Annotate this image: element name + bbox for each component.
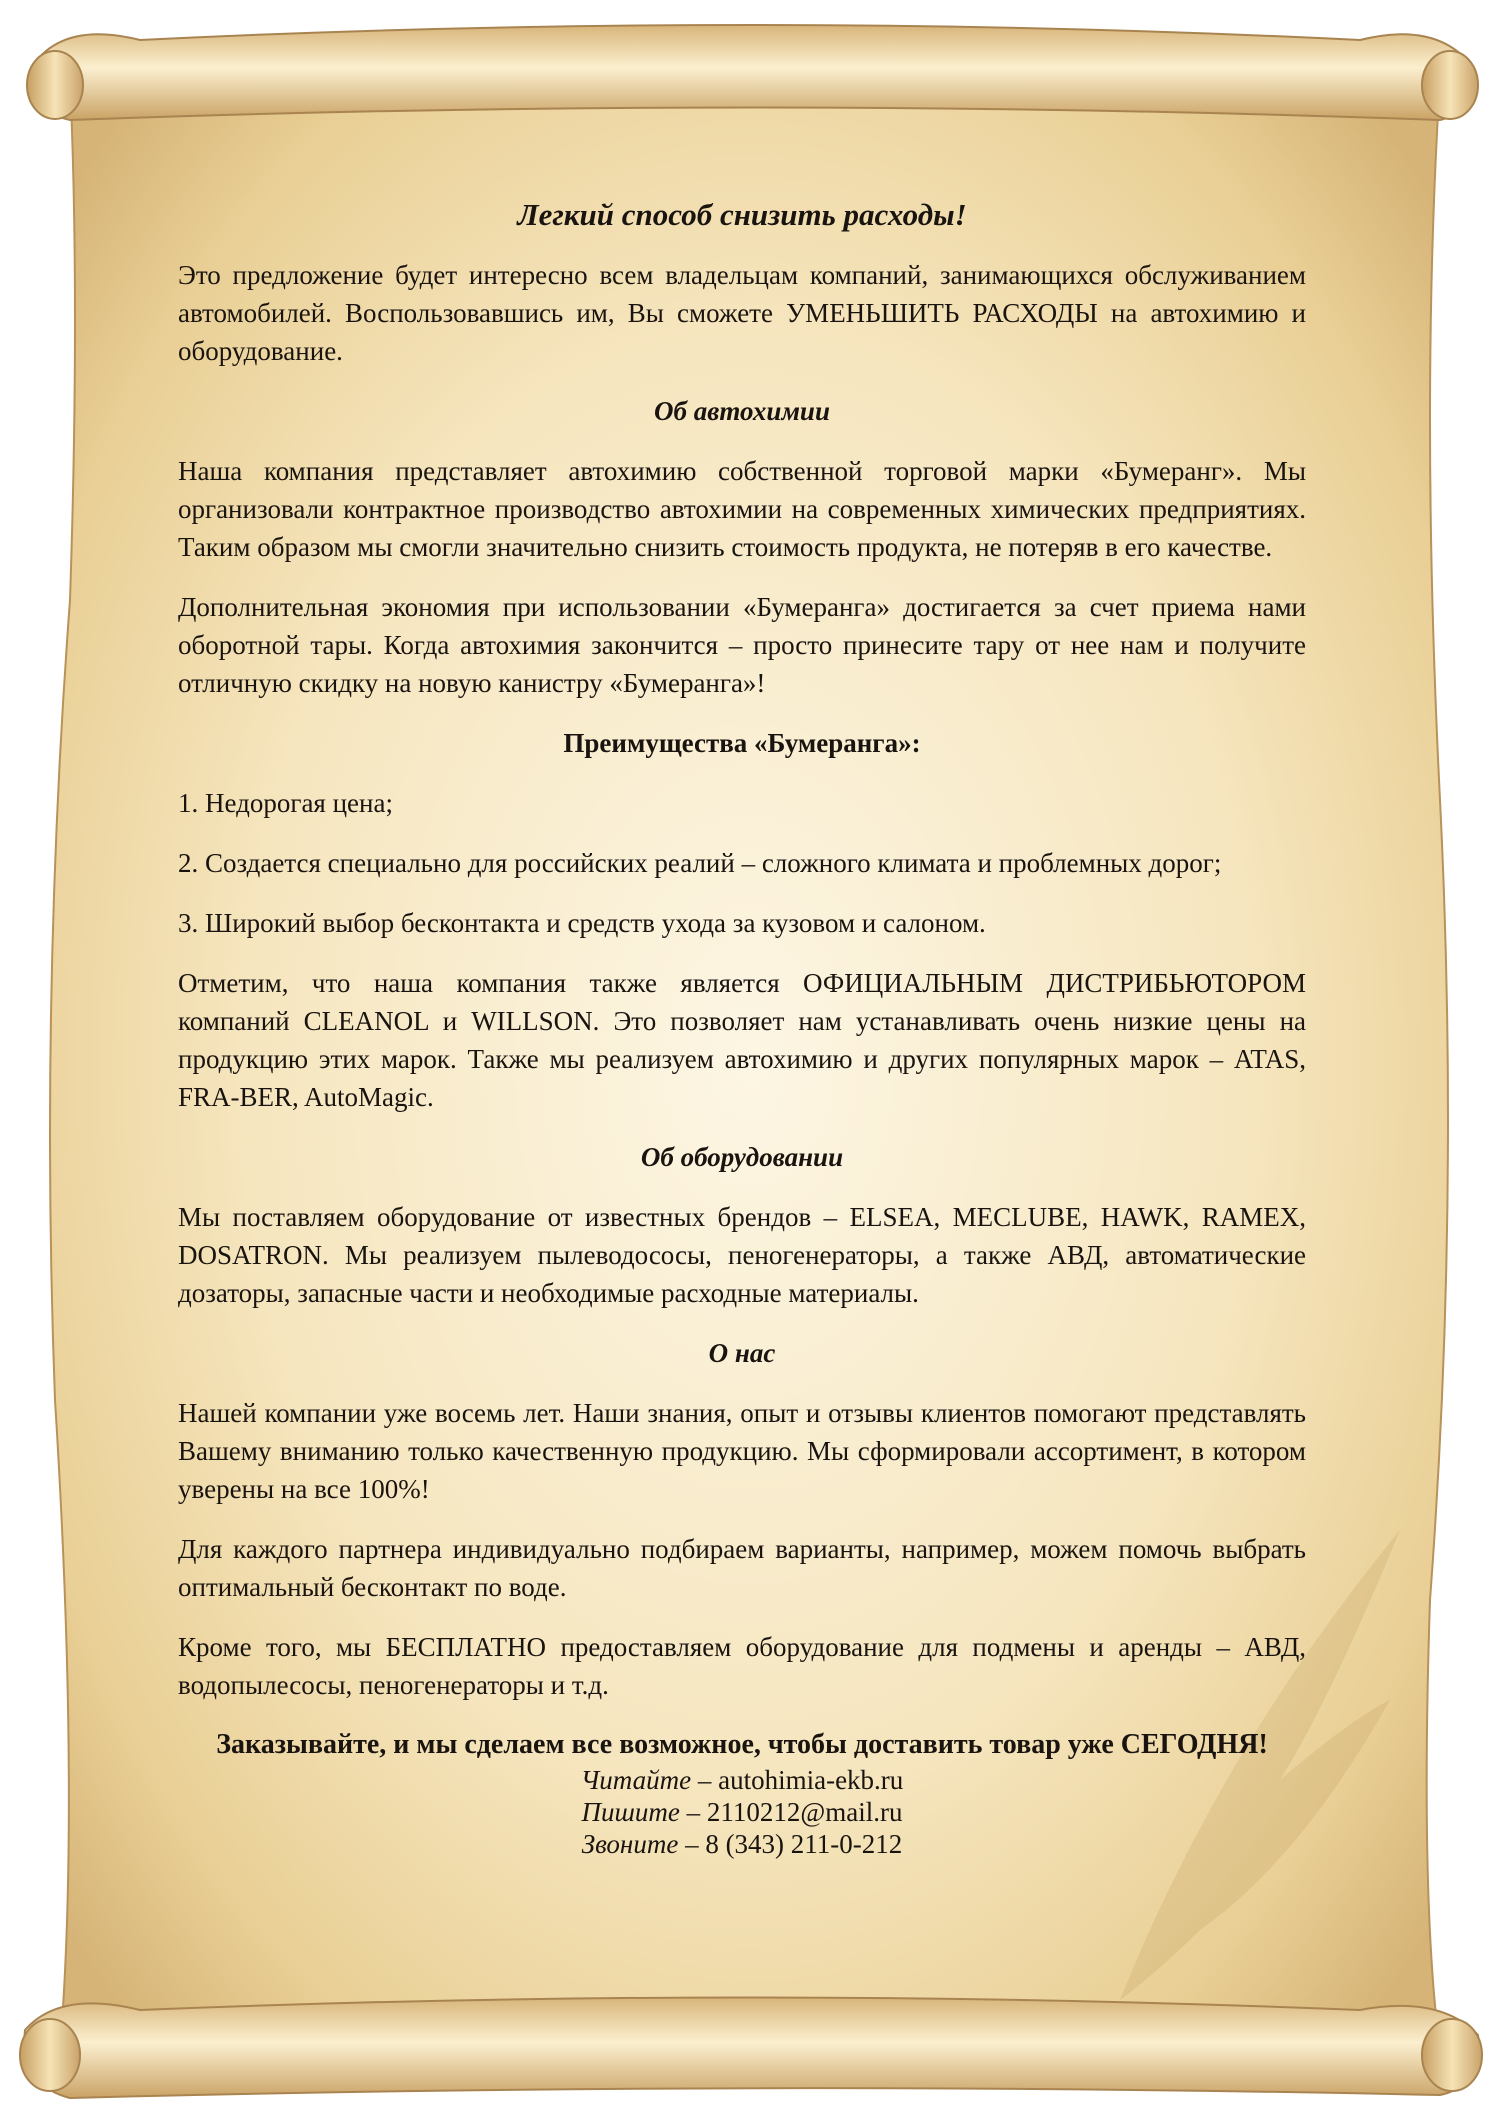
advantage-item: 3. Широкий выбор бесконтакта и средств ухода за кузовом и салоном. (178, 908, 986, 938)
about-paragraph-1: Нашей компании уже восемь лет. Наши знания, опыт и отзывы клиентов помогают представлять Вашему вниманию только качественную продукцию. Мы сформировали ассортимент, в котором уверены на все 100%! (178, 1398, 1306, 1504)
contact-line-site (178, 1764, 1306, 1796)
contact-label: Пишите (581, 1797, 680, 1827)
contact-separator: – (691, 1765, 719, 1795)
website-link[interactable]: autohimia-ekb.ru (718, 1765, 904, 1795)
section-heading-chem: Об автохимии (654, 396, 830, 426)
document-body (178, 196, 1306, 1860)
contacts-block (178, 1764, 1306, 1860)
email-link[interactable]: 2110212@mail.ru (706, 1797, 903, 1827)
contact-line-phone (178, 1828, 1306, 1860)
contact-line-email (178, 1796, 1306, 1828)
chem-paragraph-1: Наша компания представляет автохимию собственной торговой марки «Бумеранг». Мы организовали контрактное производство автохимии на современных химических предприятиях. Таким образом мы смогли значительно снизить стоимость продукта, не потеряв в его качестве. (178, 456, 1306, 562)
distributor-paragraph: Отметим, что наша компания также является ОФИЦИАЛЬНЫМ ДИСТРИБЬЮТОРОМ компаний CLEANOL и WILLSON. Это позволяет нам устанавливать очень низкие цены на продукцию этих марок. Также мы реализуем автохимию и других популярных марок – ATAS, FRA-BER, AutoMagic. (178, 968, 1306, 1112)
advantages-heading: Преимущества «Бумеранга»: (563, 728, 921, 758)
chem-paragraph-2: Дополнительная экономия при использовании «Бумеранга» достигается за счет приема нами оборотной тары. Когда автохимия закончится – просто принесите тару от нее нам и получите отличную скидку на новую канистру «Бумеранга»! (178, 592, 1306, 698)
advantage-item: 2. Создается специально для российских реалий – сложного климата и проблемных дорог; (178, 848, 1222, 878)
about-paragraph-2: Для каждого партнера индивидуально подбираем варианты, например, можем помочь выбрать оптимальный бесконтакт по воде. (178, 1534, 1306, 1602)
page-title: Легкий способ снизить расходы! (517, 197, 967, 232)
about-paragraph-3: Кроме того, мы БЕСПЛАТНО предоставляем оборудование для подмены и аренды – АВД, водопылесосы, пеногенераторы и т.д. (178, 1632, 1306, 1700)
equipment-paragraph: Мы поставляем оборудование от известных брендов – ELSEA, MECLUBE, HAWK, RAMEX, DOSATRON. Мы реализуем пылеводососы, пеногенераторы, а также АВД, автоматические дозаторы, запасные части и необходимые расходные материалы. (178, 1202, 1306, 1308)
contact-label: Звоните (581, 1829, 679, 1859)
advantage-item: 1. Недорогая цена; (178, 788, 393, 818)
call-to-action: Заказывайте, и мы сделаем все возможное, чтобы доставить товар уже СЕГОДНЯ! (216, 1729, 1268, 1760)
contact-label: Читайте (580, 1765, 692, 1795)
contact-separator: – (679, 1797, 707, 1827)
section-heading-about: О нас (708, 1338, 776, 1368)
contact-separator: – (678, 1829, 706, 1859)
phone-link[interactable]: 8 (343) 211-0-212 (705, 1829, 903, 1859)
section-heading-equipment: Об оборудовании (640, 1142, 844, 1172)
intro-paragraph: Это предложение будет интересно всем владельцам компаний, занимающихся обслуживанием автомобилей. Воспользовавшись им, Вы сможете УМЕНЬШИТЬ РАСХОДЫ на автохимию и оборудование. (178, 260, 1306, 366)
